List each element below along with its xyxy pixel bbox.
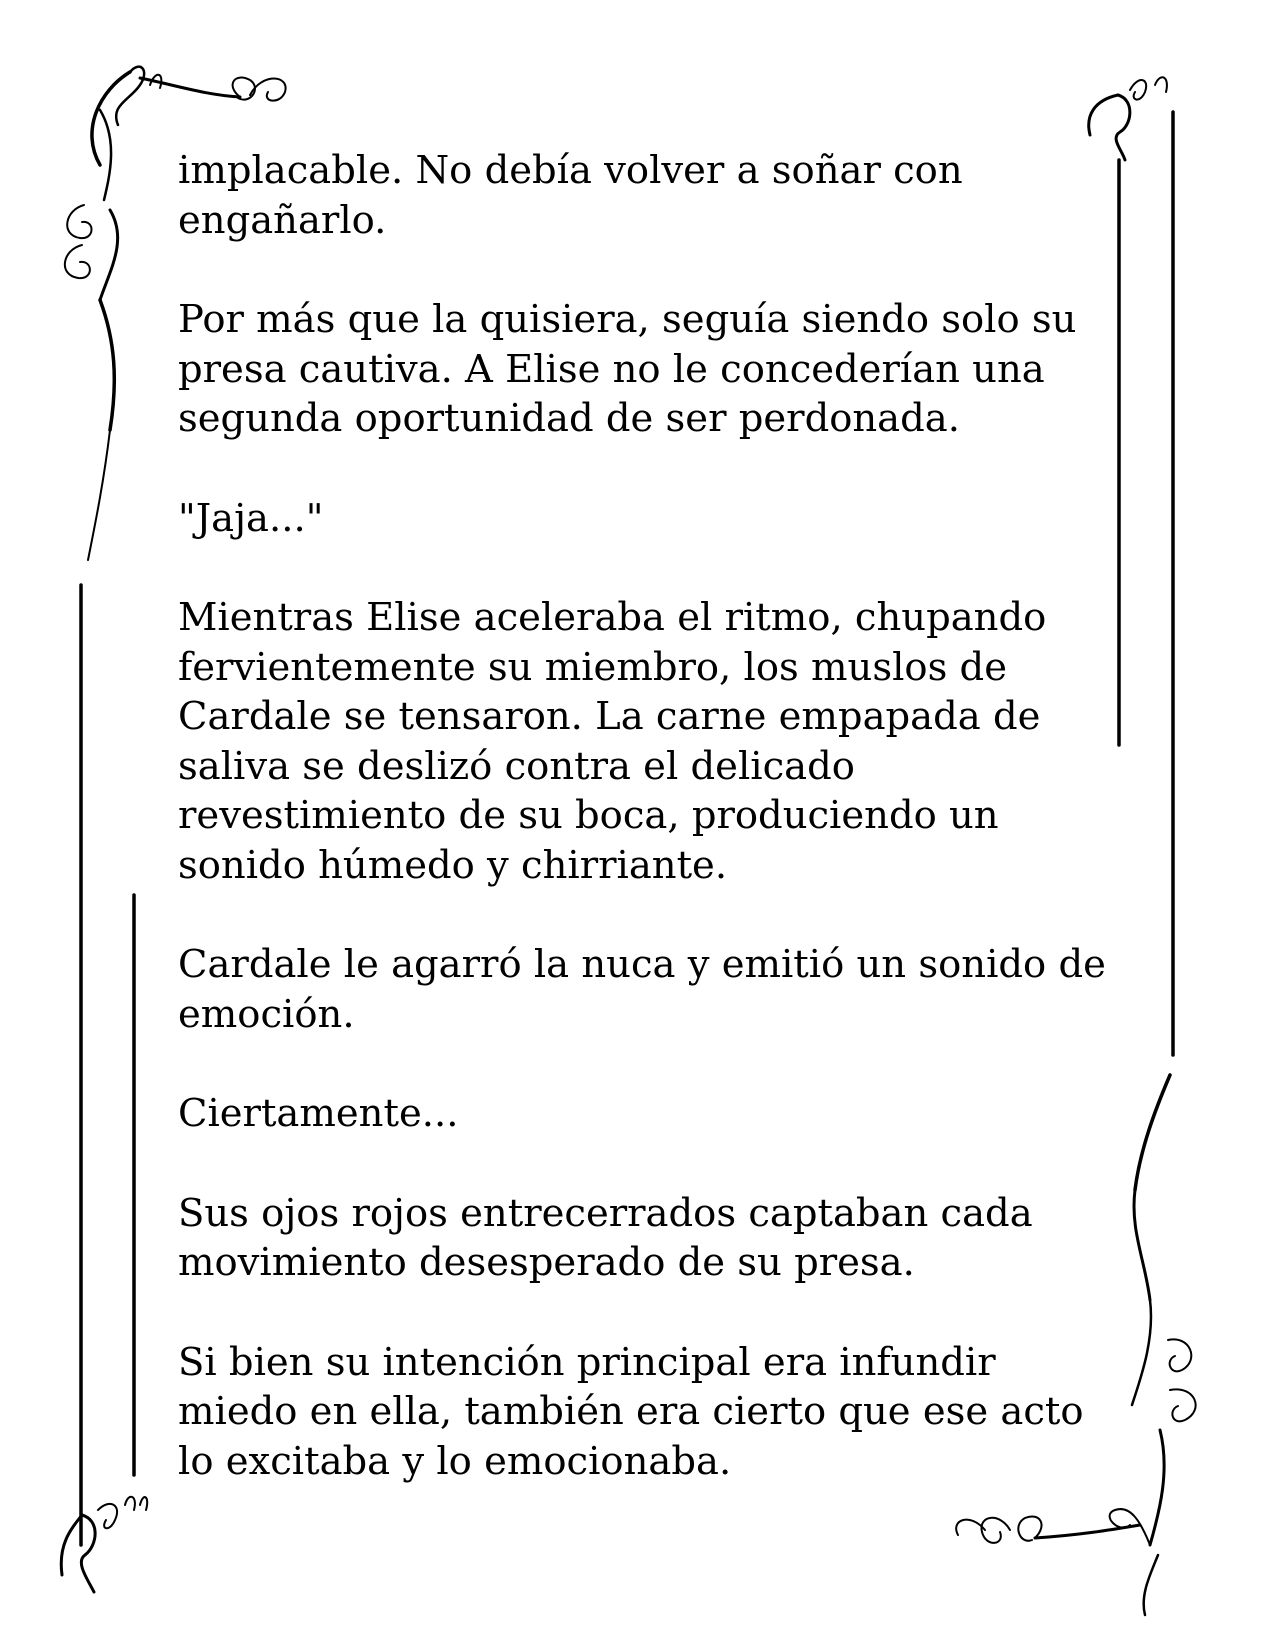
text-line: revestimiento de su boca, produciendo un — [178, 793, 999, 838]
text-line: Mientras Elise aceleraba el ritmo, chupando — [178, 595, 1047, 640]
text-line: "Jaja..." — [178, 495, 324, 541]
text-line: lo excitaba y lo emocionaba. — [178, 1438, 732, 1484]
text-line: Si bien su intención principal era infundir — [178, 1339, 996, 1385]
paragraph-6 — [178, 1089, 1108, 1139]
text-line: movimiento desesperado de su presa. — [178, 1240, 915, 1285]
paragraph-2 — [178, 295, 1108, 444]
paragraph-1 — [178, 146, 1108, 245]
flourish-bottom-left — [61, 1497, 147, 1592]
text-line: Cardale se tensaron. La carne empapada de — [178, 694, 1041, 739]
text-line: miedo en ella, también era cierto que ese acto — [178, 1389, 1084, 1434]
paragraph-5 — [178, 940, 1108, 1039]
text-line: Cardale le agarró la nuca y emitió un sonido de — [178, 942, 1106, 987]
paragraph-7 — [178, 1189, 1108, 1288]
text-line: saliva se deslizó contra el delicado — [178, 743, 855, 789]
text-line: sonido húmedo y chirriante. — [178, 842, 728, 888]
paragraph-4 — [178, 593, 1108, 890]
text-line: fervientemente su miembro, los muslos de — [178, 644, 1007, 690]
text-line: emoción. — [178, 991, 355, 1037]
text-line: Por más que la quisiera, seguía siendo solo su — [178, 297, 1077, 342]
text-line: Sus ojos rojos entrecerrados captaban cada — [178, 1190, 1033, 1236]
text-line: engañarlo. — [178, 197, 387, 243]
paragraph-8 — [178, 1338, 1108, 1487]
text-line: Ciertamente... — [178, 1091, 459, 1136]
text-line: implacable. No debía volver a soñar con — [178, 148, 963, 193]
page-text — [178, 146, 1108, 1536]
text-line: presa cautiva. A Elise no le concederían una — [178, 346, 1045, 392]
paragraph-3 — [178, 494, 1108, 544]
text-line: segunda oportunidad de ser perdonada. — [178, 396, 960, 441]
